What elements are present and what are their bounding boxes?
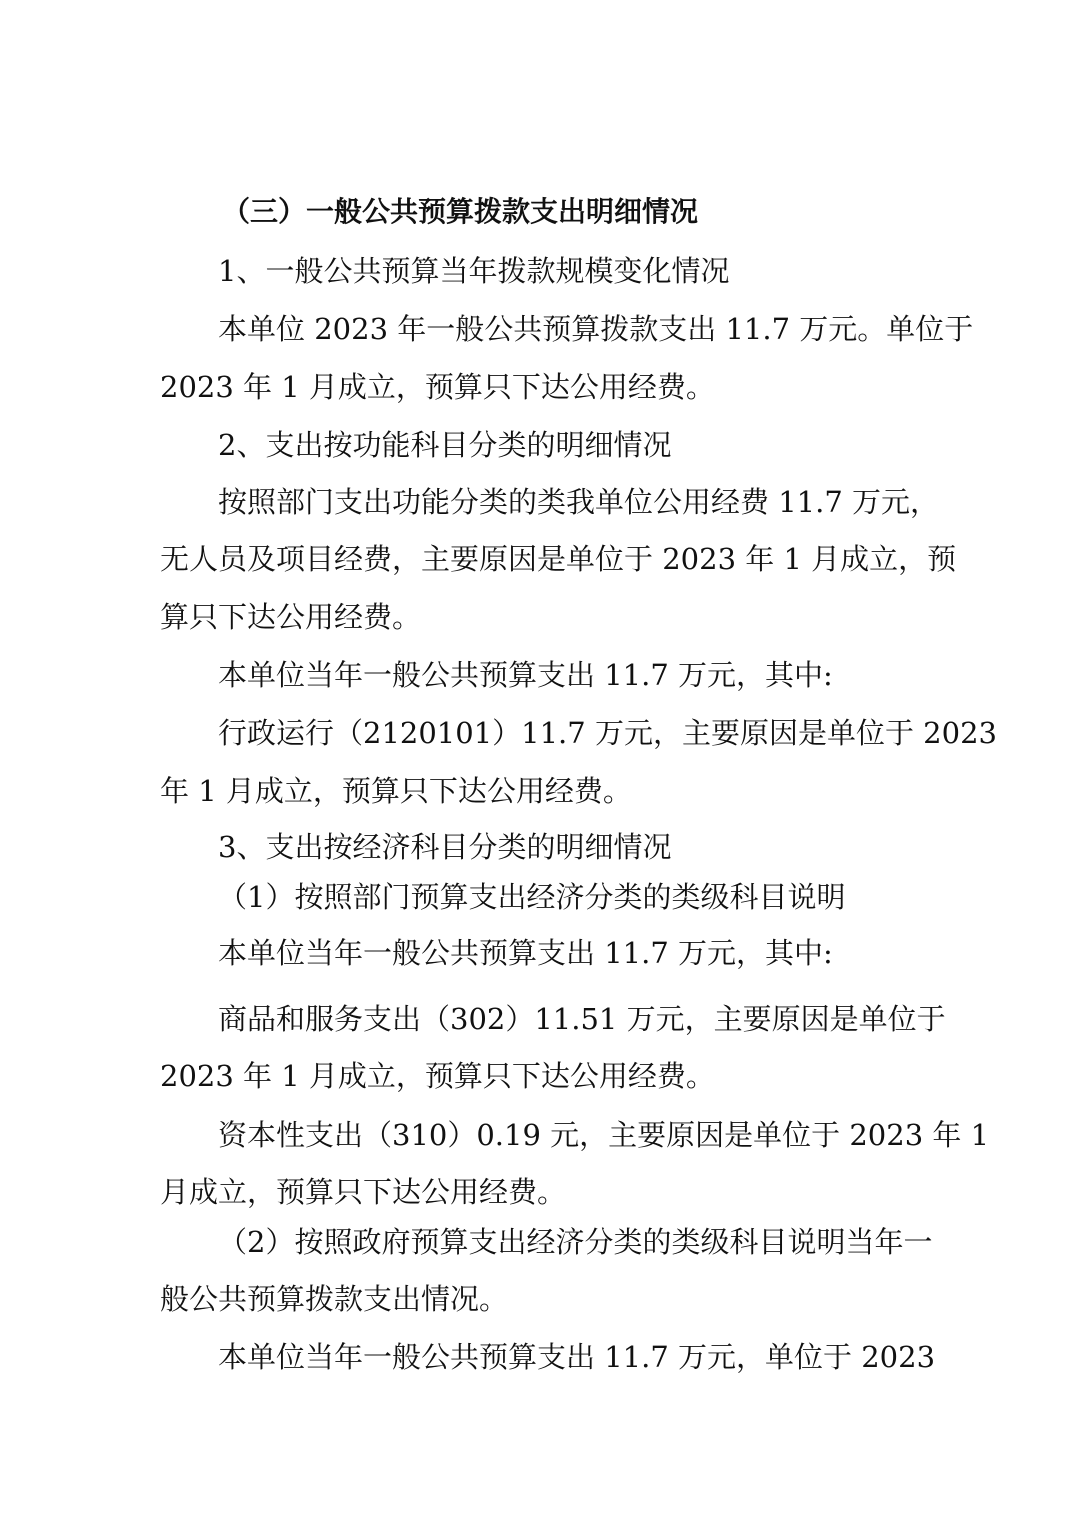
paragraph-line: 本单位 2023 年一般公共预算拨款支出 11.7 万元。单位于 (218, 312, 974, 346)
paragraph-line: 按照部门支出功能分类的类我单位公用经费 11.7 万元， (218, 485, 940, 519)
subsection-item-1: （1）按照部门预算支出经济分类的类级科目说明 (218, 880, 846, 914)
paragraph-line: 本单位当年一般公共预算支出 11.7 万元，单位于 2023 (218, 1340, 936, 1374)
paragraph-line: 无人员及项目经费，主要原因是单位于 2023 年 1 月成立，预 (160, 542, 957, 576)
paragraph-line: 本单位当年一般公共预算支出 11.7 万元，其中: (218, 936, 833, 970)
paragraph-line: 算只下达公用经费。 (160, 600, 422, 634)
paragraph-line: 般公共预算拨款支出情况。 (160, 1282, 509, 1316)
paragraph-line: 行政运行（2120101）11.7 万元，主要原因是单位于 2023 (218, 716, 997, 750)
paragraph-line: 月成立，预算只下达公用经费。 (160, 1175, 567, 1209)
subsection-item-2: （2）按照政府预算支出经济分类的类级科目说明当年一 (218, 1225, 933, 1259)
subsection-heading-3: 3、支出按经济科目分类的明细情况 (218, 830, 672, 864)
paragraph-line: 商品和服务支出（302）11.51 万元，主要原因是单位于 (218, 1002, 946, 1036)
paragraph-line: 资本性支出（310）0.19 元，主要原因是单位于 2023 年 1 (218, 1118, 990, 1152)
paragraph-line: 本单位当年一般公共预算支出 11.7 万元，其中: (218, 658, 833, 692)
paragraph-line: 2023 年 1 月成立，预算只下达公用经费。 (160, 370, 715, 404)
paragraph-line: 2023 年 1 月成立，预算只下达公用经费。 (160, 1059, 715, 1093)
subsection-heading-2: 2、支出按功能科目分类的明细情况 (218, 428, 672, 462)
subsection-heading-1: 1、一般公共预算当年拨款规模变化情况 (218, 254, 730, 288)
section-heading: （三）一般公共预算拨款支出明细情况 (222, 195, 699, 228)
paragraph-line: 年 1 月成立，预算只下达公用经费。 (160, 774, 632, 808)
